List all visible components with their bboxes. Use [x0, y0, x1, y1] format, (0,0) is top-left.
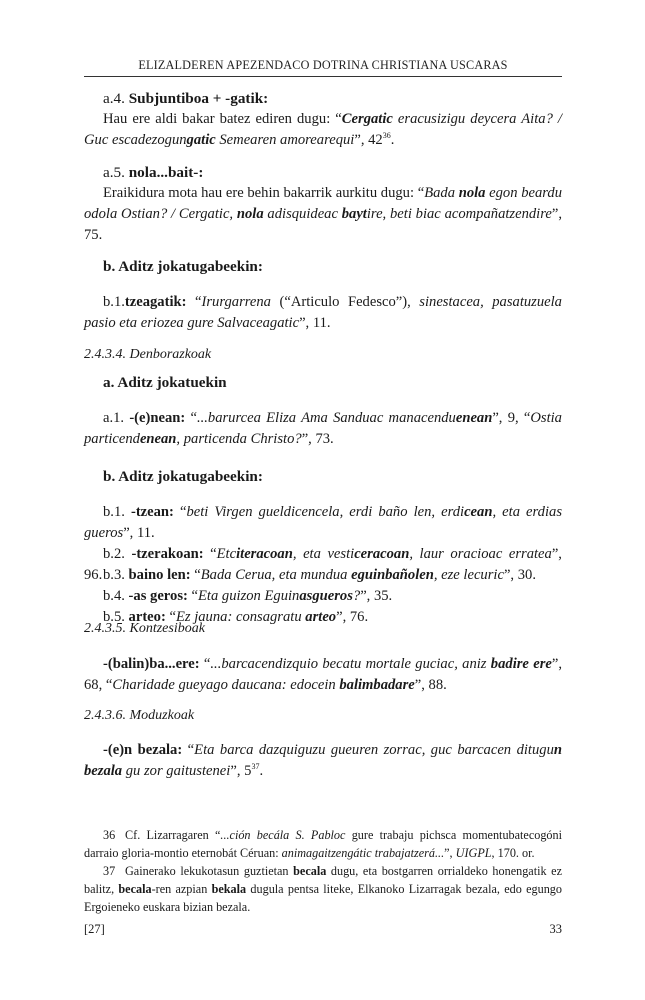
- header-rule: [84, 76, 562, 77]
- text: “: [182, 742, 195, 758]
- bold-text: nola: [236, 206, 264, 222]
- item-title: -as geros:: [128, 588, 188, 604]
- bold-text: enean: [455, 410, 493, 426]
- bold-text: n bezala: [84, 742, 562, 779]
- balin-paragraph: [84, 654, 562, 696]
- text: Hau ere aldi bakar batez ediren dugu: “: [103, 111, 342, 127]
- italic-text: Bada Cerua, eta mundua: [200, 567, 352, 583]
- item-title: -(balin)ba...ere:: [103, 656, 200, 672]
- item-title: baino len:: [128, 567, 191, 583]
- bold-text: badire: [490, 656, 529, 672]
- item-title: tzeagatik:: [124, 294, 187, 310]
- text: Eraikidura mota hau ere behin bakarrik aurkitu dugu: “: [103, 185, 425, 201]
- italic-text: beti Virgen gueldicencela, erdi baño len, erdi: [186, 504, 465, 520]
- a4-heading: [84, 88, 562, 109]
- item-label: a.1.: [103, 410, 130, 426]
- footnote-number: 37: [103, 864, 116, 878]
- footnote-36: [84, 826, 562, 862]
- item-title: arteo:: [128, 609, 166, 625]
- text: ”, 88.: [414, 677, 447, 693]
- text: ”, 9, “: [492, 410, 531, 426]
- item-title: -tzean:: [130, 504, 174, 520]
- italic-text: , eta erdias gueros: [84, 504, 562, 541]
- bold-text: nola: [458, 185, 486, 201]
- italic-text: ...ción becála S. Pabloc: [220, 828, 346, 842]
- italic-text: ...barcacendizquio becatu mortale guciac, aniz: [210, 656, 491, 672]
- text: ”, 75.: [84, 206, 562, 243]
- text: “: [185, 410, 197, 426]
- italic-text: , particenda Christo?: [176, 431, 302, 447]
- bold-text: eguinbañolen: [351, 567, 434, 583]
- footnote-ref-36[interactable]: 36: [382, 131, 391, 141]
- subheading-text: a. Aditz jokatuekin: [103, 374, 227, 391]
- text: “: [190, 567, 201, 583]
- text: (“Articulo Fedesco”),: [270, 294, 420, 310]
- bold-text: gatic: [186, 132, 216, 148]
- section-heading-2436: 2.4.3.6. Moduzkoak: [84, 708, 195, 723]
- text: “: [186, 294, 202, 310]
- italic-text: Ez jauna: consagratu: [175, 609, 306, 625]
- italic-text: animagaitzengátic trabajatzerá...: [281, 846, 445, 860]
- footnote-ref-37[interactable]: 37: [251, 762, 260, 772]
- italic-text: egon beardu odola Ostian? / Cergatic,: [84, 185, 562, 222]
- italic-text: ...barurcea Eliza Ama Sanduac manacendu: [196, 410, 456, 426]
- text: ”, 30.: [503, 567, 536, 583]
- italic-text: Semearen amorearequi: [215, 132, 355, 148]
- bold-text: bayt: [341, 206, 367, 222]
- bold-text: ere: [533, 656, 552, 672]
- item-title: nola...bait-:: [128, 164, 204, 181]
- italic-text: ire, beti biac acompañatzendire: [366, 206, 552, 222]
- bold-text: becala: [118, 882, 152, 896]
- bold-text: ceracoan: [354, 546, 410, 562]
- italic-text: adisquideac: [263, 206, 342, 222]
- text: ”, 11.: [123, 525, 155, 541]
- bold-text: balimbadare: [339, 677, 415, 693]
- text: -ren azpian: [151, 882, 212, 896]
- item-label: a.4.: [103, 90, 129, 107]
- bold-text: arteo: [305, 609, 337, 625]
- bezala-paragraph: [84, 740, 562, 782]
- italic-text: , eze lecuric: [433, 567, 504, 583]
- text: ”, 5: [230, 763, 252, 779]
- b-list-item-3: [84, 565, 562, 586]
- text: ”, 42: [354, 132, 383, 148]
- italic-text: Ostia particend: [84, 410, 562, 447]
- bold-text: bekala: [211, 882, 247, 896]
- footnote-37: [84, 862, 562, 916]
- text: Cf. Lizarragaren “: [125, 828, 221, 842]
- item-label: b.2.: [103, 546, 132, 562]
- bold-text: enean: [139, 431, 177, 447]
- subheading-a: [84, 372, 562, 393]
- text: dugu, eta bostgarren orrialdeko honengatik ez balitz,: [84, 864, 563, 896]
- text: gure trabaju pichsca momentubatecogóni darraio gloria-montio eternobát Céruan:: [84, 828, 563, 860]
- bold-text: cean: [464, 504, 493, 520]
- a4-paragraph: [84, 109, 562, 151]
- italic-text: Eta guizon Eguin: [198, 588, 300, 604]
- italic-text: , laur oracioac erratea: [409, 546, 552, 562]
- italic-text: sinestacea, pasatuzuela pasio eta eriozea gure Salvaceagatic: [84, 294, 562, 331]
- item-title: -(e)n bezala:: [103, 742, 183, 758]
- b-list-item-1: [84, 502, 562, 544]
- section-heading-2434: 2.4.3.4. Denborazkoak: [84, 347, 212, 362]
- item-label: b.3.: [103, 567, 129, 583]
- subheading-text: b. Aditz jokatugabeekin:: [103, 468, 263, 485]
- text: ”, 73.: [301, 431, 334, 447]
- italic-text: ?: [352, 588, 361, 604]
- running-head: ELIZALDEREN APEZENDACO DOTRINA CHRISTIANA USCARAS: [138, 58, 508, 72]
- item-title: -(e)nean:: [129, 410, 186, 426]
- italic-text: Bada: [424, 185, 459, 201]
- italic-text: gu zor gaitustenei: [122, 763, 231, 779]
- text: ”,: [444, 846, 456, 860]
- footnote-number: 36: [103, 828, 116, 842]
- item-title: Subjuntiboa + -gatik:: [128, 90, 269, 107]
- subheading-text: b. Aditz jokatugabeekin:: [103, 258, 263, 275]
- text: .: [259, 763, 264, 779]
- text: ”, 35.: [360, 588, 393, 604]
- bold-text: Cergatic: [341, 111, 393, 127]
- italic-text: Eta barca dazquiguzu gueuren zorrac, guc barcacen ditugu: [194, 742, 554, 758]
- text: ”, 96.: [84, 546, 562, 583]
- text: ”, 11.: [299, 315, 331, 331]
- text: ”, 68, “: [84, 656, 562, 693]
- item-label: b.5.: [103, 609, 129, 625]
- item-label: b.1.: [103, 294, 125, 310]
- subheading-b-1: [84, 256, 562, 277]
- bold-text: iteracoan: [236, 546, 293, 562]
- b-list-item-4: [84, 586, 562, 607]
- text: “: [173, 504, 187, 520]
- bold-text: asgueros: [299, 588, 353, 604]
- text: Gainerako lekukotasun guztietan: [125, 864, 294, 878]
- italic-text: eracusizigu deycera Aita? / Guc escadezogun: [84, 111, 562, 148]
- a5-heading: [84, 162, 562, 183]
- folio-left: [27]: [84, 922, 105, 936]
- item-label: a.5.: [103, 164, 129, 181]
- item-title: -tzerakoan:: [131, 546, 204, 562]
- italic-text: Irurgarrena: [201, 294, 271, 310]
- text: “: [165, 609, 176, 625]
- item-label: b.4.: [103, 588, 129, 604]
- text: ”, 76.: [336, 609, 369, 625]
- text: , 170. or.: [491, 846, 535, 860]
- italic-text: UIGPL: [455, 846, 492, 860]
- b1-tzeagatik-paragraph: [84, 292, 562, 334]
- a5-paragraph: [84, 183, 562, 246]
- text: “: [199, 656, 211, 672]
- page-number: 33: [549, 922, 562, 936]
- text: .: [390, 132, 395, 148]
- a1-paragraph: [84, 408, 562, 450]
- text: “: [187, 588, 198, 604]
- italic-text: , eta vesti: [292, 546, 355, 562]
- bold-text: becala: [293, 864, 327, 878]
- text: dugula pentsa liteke, Elkanoko Lizarragak bezala, edo egungo Ergoieneko euskara bizian bezala.: [84, 882, 562, 914]
- italic-text: Charidade gueyago daucana: edocein: [112, 677, 340, 693]
- italic-text: Etc: [216, 546, 237, 562]
- text: “: [203, 546, 217, 562]
- item-label: b.1.: [103, 504, 131, 520]
- subheading-b-2: [84, 466, 562, 487]
- section-heading-2435: 2.4.3.5. Kontzesiboak: [84, 621, 205, 636]
